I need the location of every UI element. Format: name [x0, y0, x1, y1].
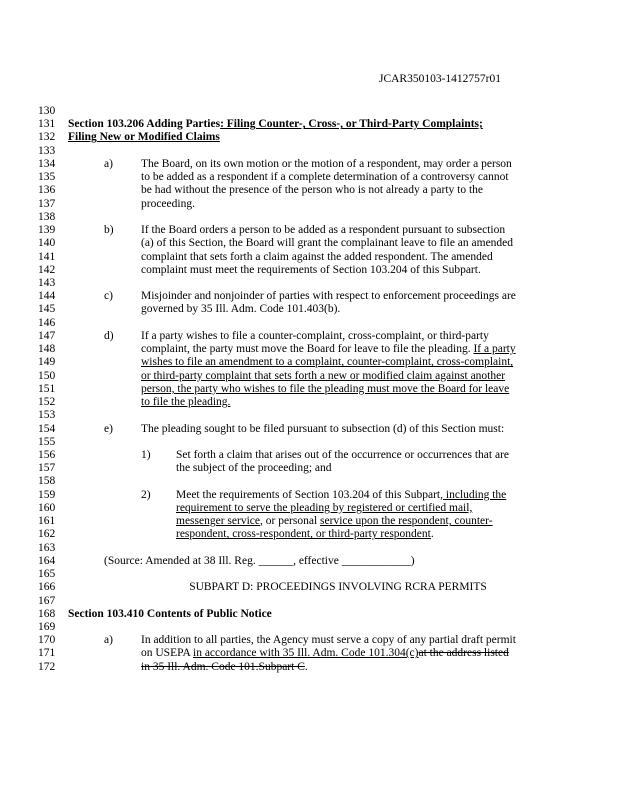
line-number: 134: [38, 157, 56, 170]
document-line: [38, 211, 598, 224]
line-text: [176, 449, 509, 462]
document-line: [38, 502, 598, 515]
line-number: 140: [38, 237, 56, 250]
text-run: to file the pleading.: [141, 396, 231, 409]
text-run: be had without the presence of the person who is not already a party to the: [141, 184, 484, 197]
line-number: 147: [38, 329, 56, 342]
document-line: [38, 290, 598, 303]
text-run: (a) of this Section, the Board will grant the complainant leave to file an amended: [141, 237, 514, 250]
text-run: messenger service: [176, 515, 260, 528]
document-line: [38, 581, 598, 594]
line-text: [176, 462, 332, 475]
line-number: 171: [38, 647, 56, 660]
document-line: [38, 356, 598, 369]
document-line: [38, 251, 598, 264]
text-run: wishes to file an amendment to a complaint, counter-complaint, cross-complaint,: [141, 356, 514, 369]
subsection-label: a): [104, 634, 113, 647]
line-number: 172: [38, 660, 56, 673]
text-run: Section 103.206 Adding Parties: [68, 118, 221, 131]
line-text: [141, 356, 513, 369]
text-run: Section 103.410 Contents of Public Notice: [68, 607, 272, 620]
line-text: [141, 158, 512, 171]
line-number: 159: [38, 488, 56, 501]
subsection-label: a): [104, 157, 113, 170]
line-number: 162: [38, 528, 56, 541]
line-text: [176, 515, 493, 528]
line-text: [141, 370, 505, 383]
line-text: [141, 303, 340, 316]
line-number: 158: [38, 475, 56, 488]
line-number: 143: [38, 276, 56, 289]
text-run: .: [430, 528, 434, 541]
document-line: [38, 184, 598, 197]
line-text: [141, 423, 504, 436]
line-number: 135: [38, 171, 56, 184]
line-text: [176, 489, 506, 502]
text-run: complaint that sets forth a claim against the added respondent. The amended: [141, 250, 493, 263]
document-line: [38, 224, 598, 237]
document-line: [38, 330, 598, 343]
document-line: [38, 409, 598, 422]
document-line: [38, 264, 598, 277]
line-text: [38, 581, 598, 594]
document-line: [38, 489, 598, 502]
text-run: If a party wishes to file a counter-complaint, cross-complaint, or third-party: [141, 329, 489, 342]
line-number: 139: [38, 224, 56, 237]
document-line: [38, 317, 598, 330]
line-text: [141, 264, 481, 277]
text-run: or third-party complaint that sets forth a new or modified claim against another: [141, 369, 506, 382]
text-run: Misjoinder and nonjoinder of parties with respect to enforcement proceedings are: [141, 290, 516, 303]
line-text: [176, 502, 472, 515]
document-line: [38, 475, 598, 488]
document-line: [38, 436, 598, 449]
document-line: [38, 237, 598, 250]
text-run: in accordance with 35 Ill. Adm. Code 101.304(c): [193, 647, 419, 660]
text-run: SUBPART D: PROCEEDINGS INVOLVING RCRA PERMITS: [189, 581, 487, 594]
document-line: [38, 198, 598, 211]
text-run: at the address listed: [418, 647, 509, 660]
line-number: 161: [38, 515, 56, 528]
line-number: 168: [38, 607, 56, 620]
subsection-label: b): [104, 224, 114, 237]
text-run: , or personal: [259, 515, 321, 528]
document-line: [38, 634, 598, 647]
document-line: [38, 118, 598, 131]
text-run: The Board, on its own motion or the motion of a respondent, may order a person: [141, 157, 512, 170]
line-text: [141, 661, 308, 674]
text-run: requirement to serve the pleading by registered or certified mail,: [176, 501, 473, 514]
text-run: .: [304, 660, 308, 673]
document-line: [38, 423, 598, 436]
line-number: 144: [38, 290, 56, 303]
line-number: 141: [38, 250, 56, 263]
text-run: respondent, cross-respondent, or third-party respondent: [176, 528, 431, 541]
document-line: [38, 568, 598, 581]
text-run: : Filing Counter-, Cross-, or Third-Party Complaints;: [220, 118, 483, 131]
text-run: on USEPA: [141, 647, 193, 660]
line-number: 151: [38, 382, 56, 395]
text-run: Meet the requirements of Section 103.204 of this Subpart: [176, 488, 441, 501]
line-text: [141, 647, 509, 660]
subsection-label: 2): [141, 488, 151, 501]
text-run: If a party: [473, 343, 516, 356]
document-line: [38, 542, 598, 555]
line-number: 153: [38, 409, 56, 422]
line-number: 165: [38, 568, 56, 581]
text-run: in 35 Ill. Adm. Code 101.Subpart C: [141, 660, 305, 673]
document-line: [38, 462, 598, 475]
line-text: [141, 224, 505, 237]
text-run: If the Board orders a person to be added as a respondent pursuant to subsection: [141, 224, 506, 237]
line-number: 145: [38, 303, 56, 316]
document-line: [38, 145, 598, 158]
document-line: [38, 383, 598, 396]
line-number: 167: [38, 594, 56, 607]
line-number: 136: [38, 184, 56, 197]
line-number: 155: [38, 435, 56, 448]
line-number: 131: [38, 118, 56, 131]
line-text: [104, 555, 415, 568]
text-run: Set forth a claim that arises out of the occurrence or occurrences that are: [176, 448, 510, 461]
document-line: [38, 158, 598, 171]
subsection-label: c): [104, 290, 113, 303]
line-number: 150: [38, 369, 56, 382]
line-number: 154: [38, 422, 56, 435]
line-text: [176, 528, 434, 541]
document-line: [38, 277, 598, 290]
text-run: In addition to all parties, the Agency must serve a copy of any partial draft permit: [141, 634, 516, 647]
line-number: 170: [38, 634, 56, 647]
document-line: [38, 621, 598, 634]
document-line: [38, 370, 598, 383]
document-line: [38, 515, 598, 528]
line-text: [141, 198, 195, 211]
text-run: (Source: Amended at 38 Ill. Reg. ______, effective ____________): [104, 554, 415, 567]
text-run: Filing New or Modified Claims: [68, 131, 220, 144]
line-text: [141, 383, 509, 396]
line-text: [141, 330, 489, 343]
document-line: [38, 528, 598, 541]
line-text: [141, 184, 483, 197]
line-text: [141, 343, 516, 356]
document-line: [38, 647, 598, 660]
line-number: 132: [38, 131, 56, 144]
line-number: 156: [38, 448, 56, 461]
line-number: 157: [38, 462, 56, 475]
text-run: the subject of the proceeding; and: [176, 462, 332, 475]
document-line: [38, 449, 598, 462]
subsection-label: d): [104, 329, 114, 342]
text-run: to be added as a respondent if a complete determination of a controversy cannot: [141, 171, 509, 184]
line-number: 130: [38, 105, 56, 117]
text-run: person, the party who wishes to file the pleading must move the Board for leave: [141, 382, 510, 395]
line-number: 138: [38, 210, 56, 223]
line-number: 148: [38, 343, 56, 356]
line-number: 133: [38, 144, 56, 157]
line-text: [141, 290, 516, 303]
line-number: 149: [38, 356, 56, 369]
text-run: complaint, the party must move the Board for leave to file the pleading.: [141, 343, 474, 356]
document-line: [38, 608, 598, 621]
document-line: [38, 555, 598, 568]
text-run: complaint must meet the requirements of Section 103.204 of this Subpart.: [141, 263, 481, 276]
line-text: [141, 251, 493, 264]
line-number: 152: [38, 396, 56, 409]
text-run: , including the: [440, 488, 507, 501]
line-number: 163: [38, 541, 56, 554]
document-line: [38, 303, 598, 316]
line-text: [68, 608, 272, 621]
text-run: The pleading sought to be filed pursuant to subsection (d) of this Section must:: [141, 422, 505, 435]
line-number: 142: [38, 263, 56, 276]
text-run: proceeding.: [141, 197, 195, 210]
line-text: [141, 634, 516, 647]
document-line: [38, 105, 598, 118]
document-line: [38, 343, 598, 356]
document-line: [38, 661, 598, 674]
line-text: [68, 131, 220, 144]
line-text: [68, 118, 483, 131]
text-run: governed by 35 Ill. Adm. Code 101.403(b).: [141, 303, 341, 316]
text-run: service upon the respondent, counter-: [320, 515, 493, 528]
document-line: [38, 396, 598, 409]
document-line: [38, 595, 598, 608]
subsection-label: 1): [141, 448, 151, 461]
line-text: [141, 237, 513, 250]
line-number: 164: [38, 554, 56, 567]
line-number: 169: [38, 620, 56, 633]
subsection-label: e): [104, 422, 113, 435]
line-text: [141, 171, 509, 184]
document-id-header: JCAR350103-1412757r01: [378, 73, 501, 85]
line-number: 166: [38, 581, 56, 594]
line-number: 160: [38, 501, 56, 514]
document-line: [38, 171, 598, 184]
document-line: [38, 131, 598, 144]
line-number: 137: [38, 197, 56, 210]
line-number: 146: [38, 316, 56, 329]
line-text: [141, 396, 230, 409]
